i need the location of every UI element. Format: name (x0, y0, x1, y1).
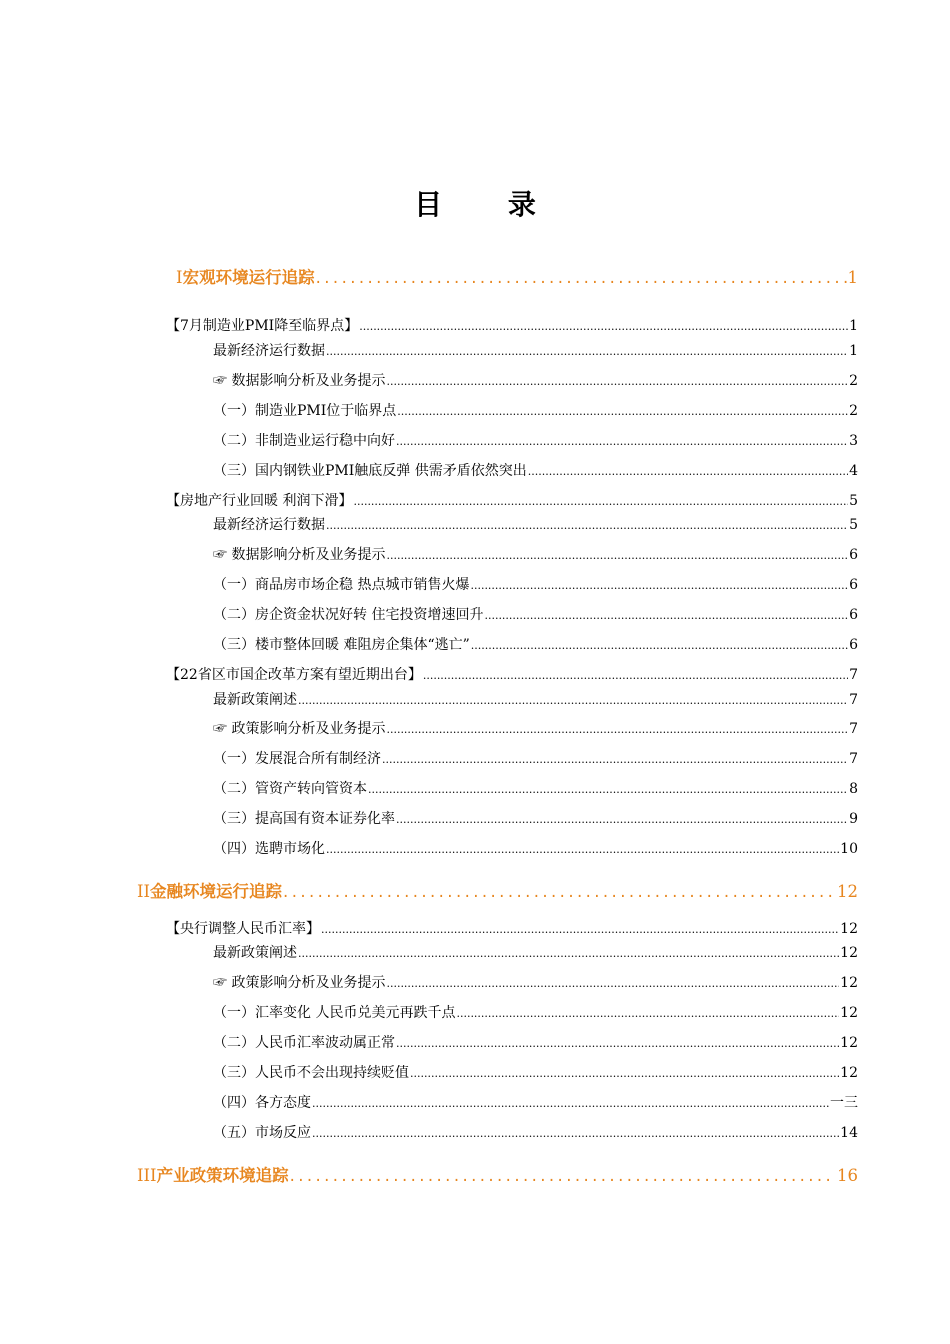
dot-leader (290, 1166, 836, 1185)
page-number: 1 (849, 343, 858, 359)
toc-section-3[interactable] (137, 1162, 858, 1186)
dot-leader (386, 977, 839, 990)
toc-entry[interactable] (213, 718, 858, 738)
dot-leader (312, 1127, 839, 1140)
page-number: 16 (837, 1166, 858, 1185)
entry-title: 【央行调整人民币汇率】 (166, 921, 320, 937)
dot-leader (471, 639, 848, 652)
page-number: 12 (840, 945, 858, 961)
dot-leader (298, 947, 839, 960)
dot-leader (396, 435, 848, 448)
toc-entry[interactable] (213, 544, 858, 564)
entry-title: 最新经济运行数据 (213, 517, 325, 533)
dot-leader (326, 519, 848, 532)
entry-title: 【7月制造业PMI降至临界点】 (166, 318, 359, 334)
page-number: 5 (849, 493, 858, 509)
entry-title: ☞ 政策影响分析及业务提示 (213, 975, 386, 991)
toc-entry[interactable] (213, 1032, 858, 1052)
entry-title: （一）商品房市场企稳 热点城市销售火爆 (213, 577, 470, 593)
page-number: 8 (849, 781, 858, 797)
toc-entry[interactable] (213, 574, 858, 594)
toc-entry[interactable] (166, 918, 858, 938)
toc-section-1[interactable] (176, 264, 858, 288)
dot-leader (456, 1007, 839, 1020)
toc-entry[interactable] (213, 942, 858, 962)
dot-leader (397, 405, 848, 418)
page-number: 9 (849, 811, 858, 827)
section-title: 金融环境运行追踪 (150, 882, 283, 901)
toc-entry[interactable] (213, 778, 858, 798)
entry-title: （四）各方态度 (213, 1095, 311, 1111)
page-number: 6 (849, 607, 858, 623)
page-number: 3 (849, 433, 858, 449)
entry-title: （一）制造业PMI位于临界点 (213, 403, 397, 419)
entry-title: （二）管资产转向管资本 (213, 781, 367, 797)
entry-title: （二）人民币汇率波动属正常 (213, 1035, 395, 1051)
page-number: 7 (849, 721, 858, 737)
dot-leader (283, 882, 836, 901)
entry-title: （一）汇率变化 人民币兑美元再跌千点 (213, 1005, 456, 1021)
page-number: 6 (849, 547, 858, 563)
page-number: 5 (849, 517, 858, 533)
toc-entry[interactable] (213, 1092, 858, 1112)
dot-leader (423, 669, 848, 682)
entry-title: （三）提高国有资本证券化率 (213, 811, 395, 827)
page-number: 2 (849, 403, 858, 419)
entry-title: （三）楼市整体回暖 难阻房企集体“逃亡” (213, 637, 470, 653)
toc-entry[interactable] (213, 808, 858, 828)
page-number: 一三 (830, 1095, 858, 1111)
dot-leader (470, 579, 848, 592)
page-number: 10 (840, 841, 858, 857)
page-number: 12 (840, 1065, 858, 1081)
toc-title: 目 录 (414, 188, 564, 221)
toc-entry[interactable] (213, 604, 858, 624)
toc-entry[interactable] (213, 634, 858, 654)
toc-entry[interactable] (213, 514, 858, 534)
page-number: 7 (849, 751, 858, 767)
entry-title: （三）人民币不会出现持续贬值 (213, 1065, 409, 1081)
toc-entry[interactable] (213, 430, 858, 450)
dot-leader (359, 320, 848, 333)
toc-entry[interactable] (213, 340, 858, 360)
entry-title: 【房地产行业回暖 利润下滑】 (166, 493, 353, 509)
toc-entry[interactable] (166, 664, 858, 684)
page-number: 4 (849, 463, 858, 479)
entry-title: 最新政策阐述 (213, 945, 297, 961)
dot-leader (386, 723, 848, 736)
toc-entry[interactable] (213, 689, 858, 709)
dot-leader (326, 345, 848, 358)
toc-entry[interactable] (213, 748, 858, 768)
dot-leader (396, 1037, 839, 1050)
page-number: 14 (840, 1125, 858, 1141)
toc-entry[interactable] (213, 972, 858, 992)
dot-leader (298, 694, 848, 707)
section-number: I (176, 268, 183, 287)
entry-title: （二）房企资金状况好转 住宅投资增速回升 (213, 607, 484, 623)
page-number: 1 (847, 268, 858, 287)
dot-leader (528, 465, 848, 478)
page-number: 6 (849, 637, 858, 653)
toc-entry[interactable] (213, 370, 858, 390)
dot-leader (353, 495, 848, 508)
page-number: 12 (837, 882, 858, 901)
dot-leader (386, 549, 848, 562)
page-number: 12 (840, 921, 858, 937)
toc-entry[interactable] (213, 1062, 858, 1082)
entry-title: ☞ 数据影响分析及业务提示 (213, 373, 386, 389)
page-number: 12 (840, 975, 858, 991)
entry-title: （三）国内钢铁业PMI触底反弹 供需矛盾依然突出 (213, 463, 527, 479)
toc-entry[interactable] (213, 1122, 858, 1142)
section-number: II (137, 882, 151, 901)
entry-title: 最新经济运行数据 (213, 343, 325, 359)
entry-title: 【22省区市国企改革方案有望近期出台】 (166, 667, 422, 683)
page-number: 7 (849, 667, 858, 683)
dot-leader (316, 268, 847, 287)
entry-title: ☞ 政策影响分析及业务提示 (213, 721, 386, 737)
page-number: 7 (849, 692, 858, 708)
page-number: 1 (849, 318, 858, 334)
dot-leader (312, 1097, 829, 1110)
dot-leader (368, 783, 848, 796)
entry-title: ☞ 数据影响分析及业务提示 (213, 547, 386, 563)
entry-title: （五）市场反应 (213, 1125, 311, 1141)
dot-leader (396, 813, 848, 826)
dot-leader (382, 753, 848, 766)
toc-entry[interactable] (213, 400, 858, 420)
toc-entry[interactable] (213, 1002, 858, 1022)
entry-title: （二）非制造业运行稳中向好 (213, 433, 395, 449)
section-number: III (137, 1166, 157, 1185)
page-number: 2 (849, 373, 858, 389)
dot-leader (386, 375, 848, 388)
page-number: 12 (840, 1005, 858, 1021)
dot-leader (326, 843, 839, 856)
toc-entry[interactable] (213, 838, 858, 858)
dot-leader (321, 923, 839, 936)
toc-section-2[interactable] (137, 878, 858, 902)
entry-title: 最新政策阐述 (213, 692, 297, 708)
toc-entry[interactable] (213, 460, 858, 480)
section-title: 产业政策环境追踪 (156, 1166, 289, 1185)
entry-title: （四）选聘市场化 (213, 841, 325, 857)
page-number: 12 (840, 1035, 858, 1051)
dot-leader (484, 609, 848, 622)
entry-title: （一）发展混合所有制经济 (213, 751, 381, 767)
section-title: 宏观环境运行追踪 (182, 268, 315, 287)
toc-entry[interactable] (166, 490, 858, 510)
page-number: 6 (849, 577, 858, 593)
toc-entry[interactable] (166, 315, 858, 335)
dot-leader (410, 1067, 839, 1080)
